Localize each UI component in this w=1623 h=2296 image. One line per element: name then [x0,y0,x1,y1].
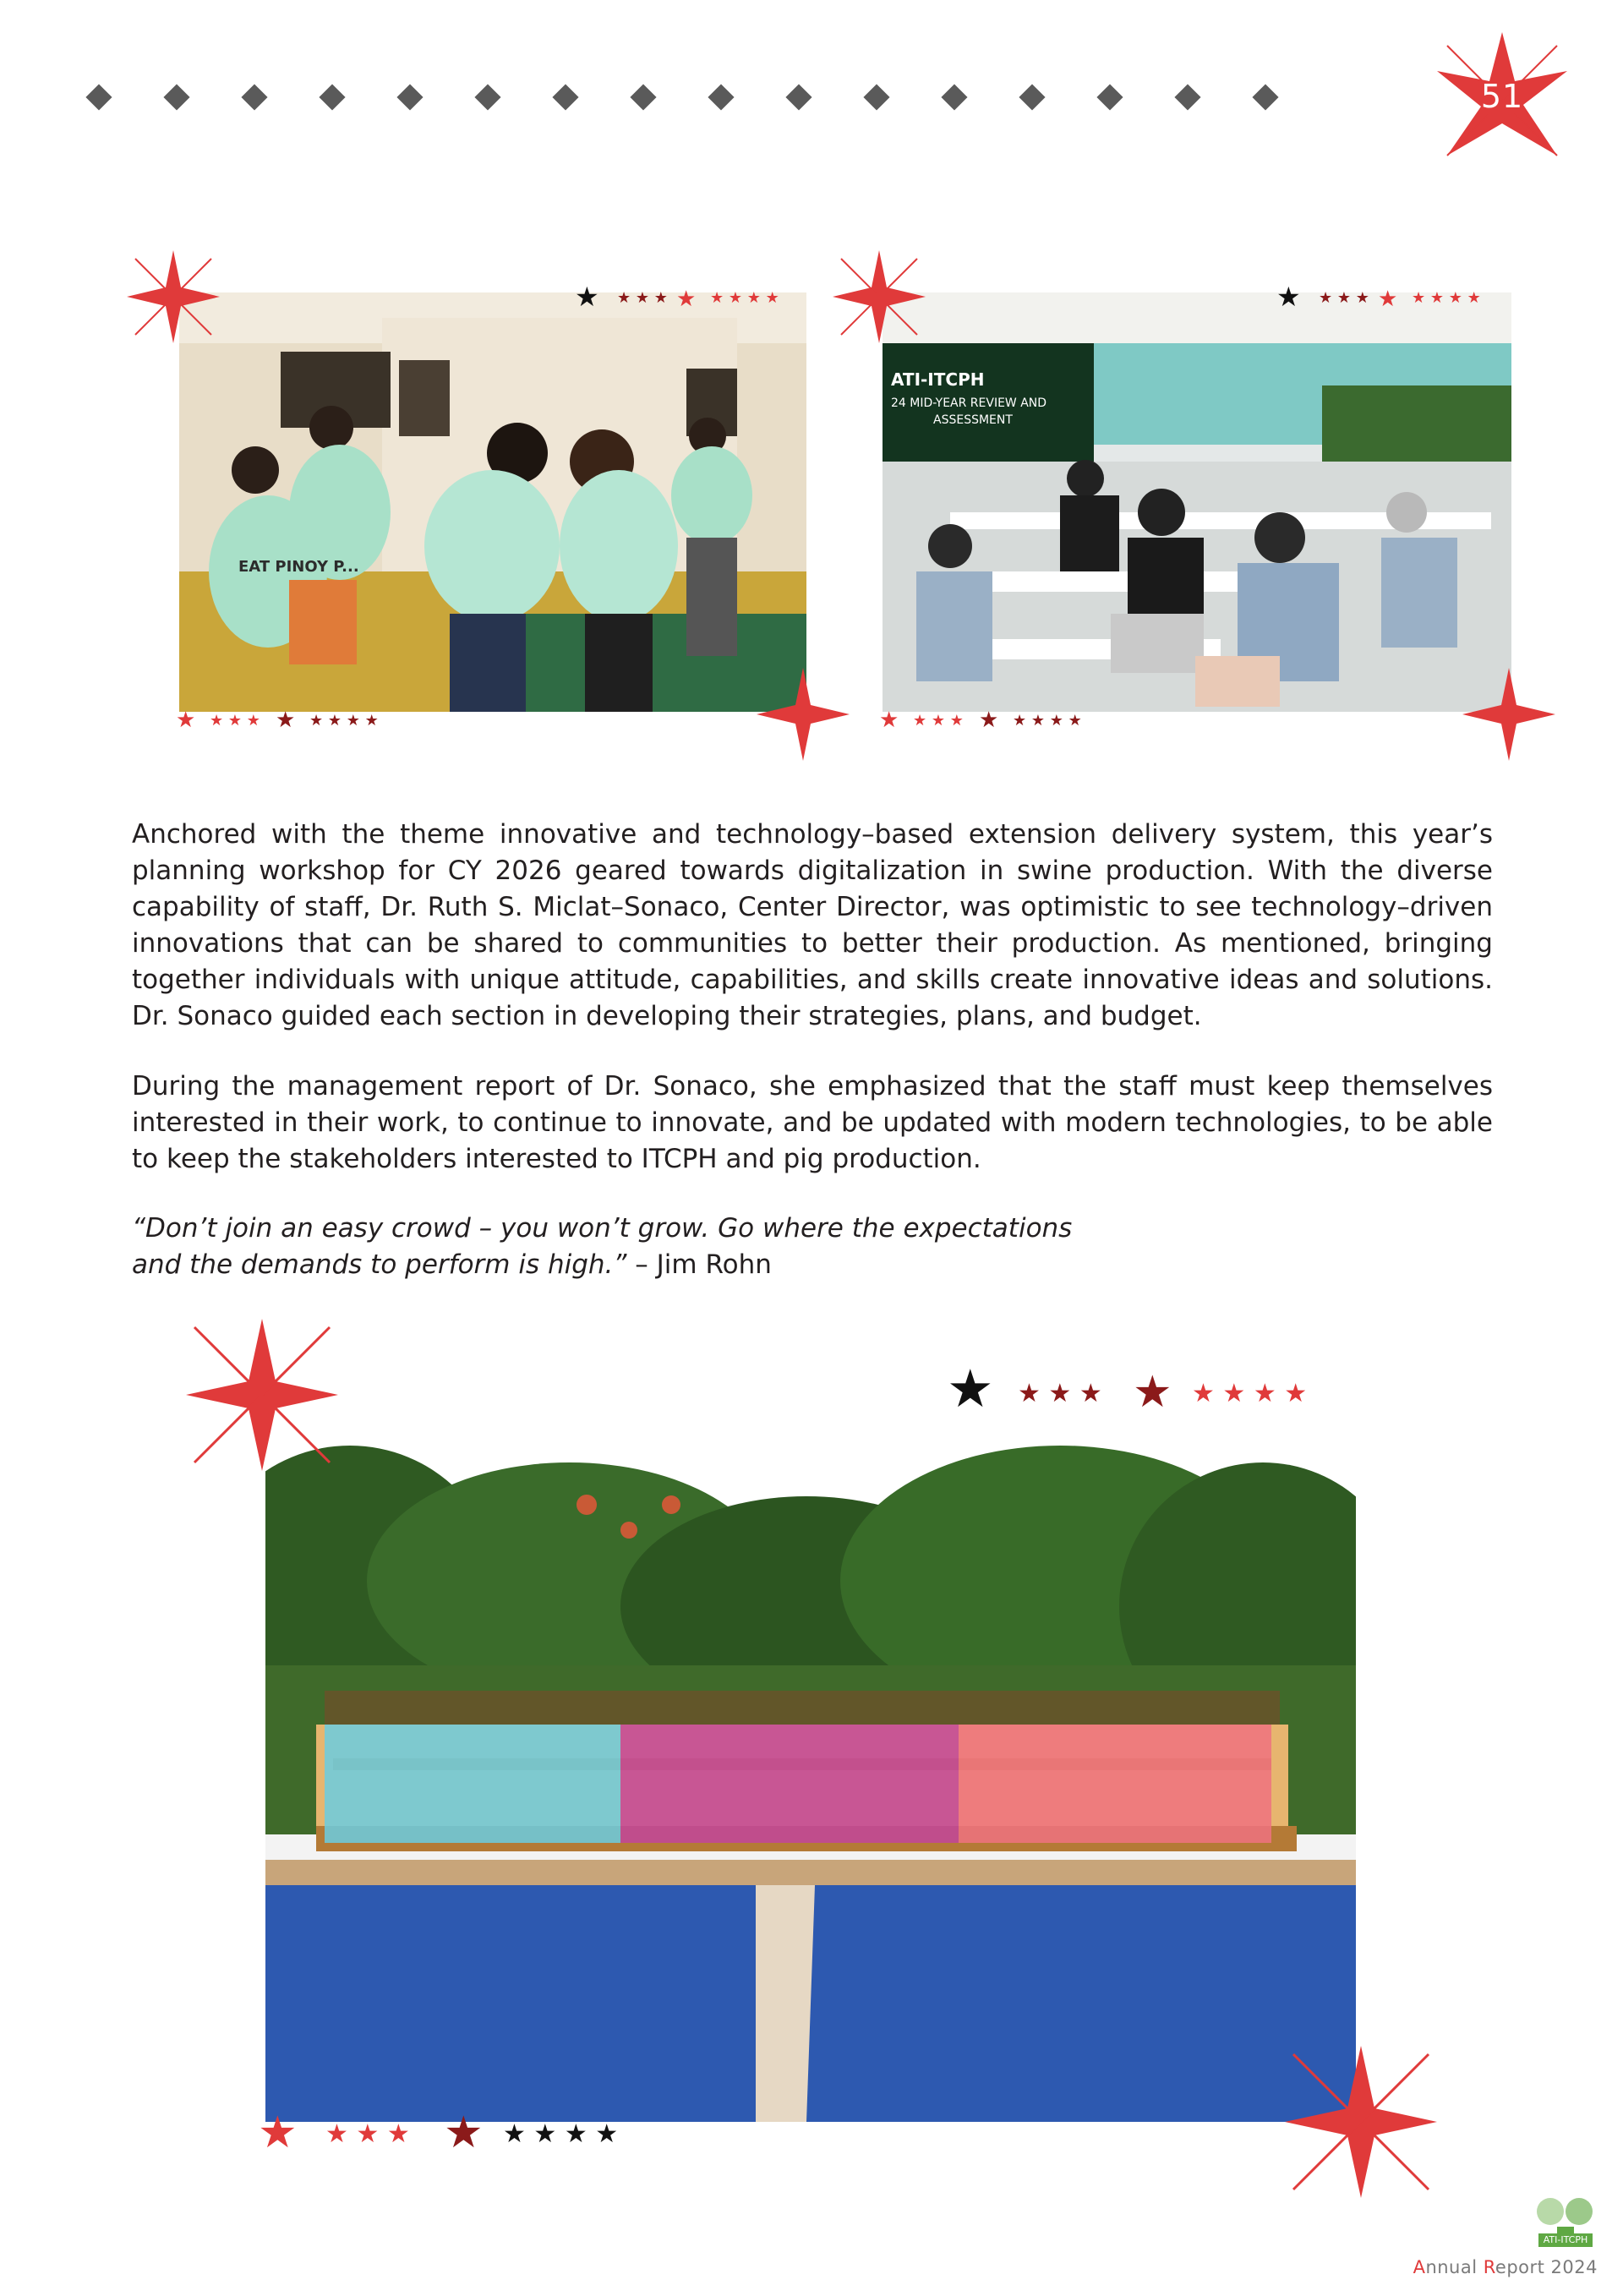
page-number: 51 [1480,78,1524,115]
diamond-icon [85,84,112,110]
diamond-icon [241,84,267,110]
diamond-icon [1252,84,1278,110]
svg-text:★: ★ [1378,287,1398,312]
svg-text:★ ★ ★ ★: ★ ★ ★ ★ [309,712,379,730]
diamond-icon [785,84,812,110]
star-row-icon [575,279,795,313]
paragraph-2: During the management report of Dr. Sonaco, she emphasized that the staff must keep themselves interested in their work, to continue to innovate, and be updated with modern technologies, to be able to keep the stakeholders interested to ITCPH and pig production. [132,1071,1493,1174]
star-row-icon [947,1361,1336,1417]
svg-text:★ ★ ★: ★ ★ ★ [325,2119,410,2149]
quote-attribution: – Jim Rohn [626,1249,772,1280]
diamond-divider-row [0,0,1623,169]
photo-teambuilding [179,292,806,712]
svg-text:★: ★ [979,708,999,733]
diamond-icon [708,84,734,110]
svg-text:★ ★ ★ ★: ★ ★ ★ ★ [710,289,779,307]
svg-text:★ ★ ★ ★: ★ ★ ★ ★ [503,2119,619,2149]
screen-title: ATI-ITCPH [891,369,985,390]
svg-text:★ ★ ★ ★: ★ ★ ★ ★ [1192,1379,1308,1408]
svg-text:★ ★ ★ ★: ★ ★ ★ ★ [1013,712,1082,730]
svg-text:★: ★ [276,708,296,733]
svg-text:★ ★ ★: ★ ★ ★ [617,289,668,307]
diamond-icon [1174,84,1200,110]
diamond-icon [941,84,967,110]
diamond-icon [630,84,656,110]
burst-star-icon [127,250,220,343]
diamond-icon [396,84,423,110]
star-row-icon [879,703,1099,734]
svg-text:★ ★ ★ ★: ★ ★ ★ ★ [1412,289,1481,307]
screen-line2: 24 MID-YEAR REVIEW AND [891,396,1047,410]
star-row-icon [176,703,396,734]
photo-group-bridge [265,1386,1356,2122]
diamond-icon [863,84,889,110]
quote-line-1: “Don’t join an easy crowd – you won’t grow. Go where the expectations [132,1213,1073,1244]
star-row-icon [258,2102,647,2157]
quote-line-2: and the demands to perform is high.” [132,1249,627,1280]
diamond-icon [1096,84,1123,110]
svg-text:★ ★ ★: ★ ★ ★ [913,712,964,730]
svg-text:★: ★ [444,2107,484,2157]
svg-text:★: ★ [1133,1367,1172,1417]
svg-text:★: ★ [1276,281,1301,313]
svg-text:★: ★ [676,287,697,312]
svg-text:★: ★ [176,708,196,733]
photo-midyear-review [883,292,1511,712]
burst-star-icon [178,1310,347,1479]
diamond-icon [319,84,345,110]
diamond-icon [474,84,500,110]
svg-text:★ ★ ★: ★ ★ ★ [210,712,260,730]
diamond-icon [552,84,578,110]
diamond-icon [1019,84,1045,110]
shirt-text: EAT PINOY P... [238,558,359,576]
quote [132,1211,1146,1283]
svg-text:★ ★ ★: ★ ★ ★ [1018,1379,1102,1408]
paragraph-1: Anchored with the theme innovative and technology–based extension delivery system, this year’s planning workshop for CY 2026 geared towards digitalization in swine production. With the diverse capability of staff, Dr. Ruth S. Miclat–Sonaco, Center Director, was optimistic to see technology–driven innovations that can be shared to communities to better their production. As mentioned, bringing together individuals with unique attitude, capabilities, and skills create innovative ideas and solutions. Dr. Sonaco guided each section in developing their strategies, plans, and budget. [132,819,1493,1031]
diamond-icon [163,84,189,110]
footer-annual-report: Annual Report 2024 [1413,2257,1598,2277]
svg-text:★: ★ [575,281,599,313]
svg-text:★: ★ [947,1361,994,1417]
burst-star-icon [1276,2037,1445,2206]
star-row-icon [1276,279,1496,313]
screen-line3: ASSESSMENT [933,413,1013,427]
burst-star-icon [1462,668,1555,761]
svg-text:★: ★ [879,708,899,733]
svg-text:★ ★ ★: ★ ★ ★ [1319,289,1369,307]
burst-star-icon [833,250,926,343]
burst-star-icon [757,668,850,761]
logo-label: ATI-ITCPH [1538,2233,1593,2247]
svg-text:★: ★ [258,2107,298,2157]
